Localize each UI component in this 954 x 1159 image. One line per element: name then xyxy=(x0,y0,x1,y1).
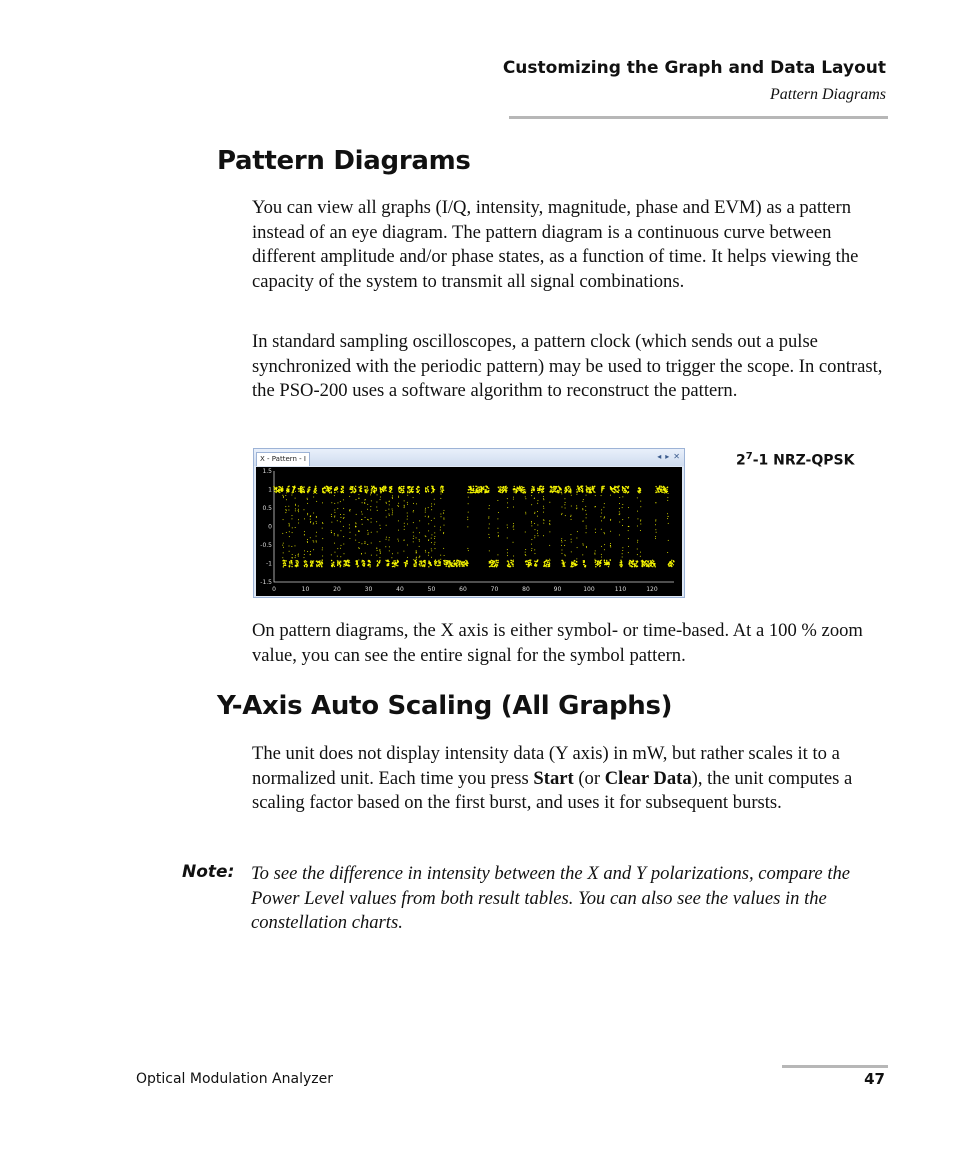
symbol-transition-mark xyxy=(488,490,490,552)
page-number: 47 xyxy=(864,1070,885,1088)
symbol-transition-mark xyxy=(525,491,527,556)
symbol-level-mark xyxy=(510,560,514,567)
y-tick-label: 0.5 xyxy=(262,505,272,512)
symbol-transition-mark xyxy=(434,499,436,549)
symbol-transition-mark xyxy=(285,492,287,561)
symbol-level-mark xyxy=(498,486,502,493)
symbol-transition-mark xyxy=(379,497,381,559)
symbol-transition-mark xyxy=(428,507,430,556)
y-tick-label: 0 xyxy=(268,523,272,531)
symbol-level-mark xyxy=(376,560,380,567)
symbol-transition-mark xyxy=(291,491,293,559)
symbol-transition-mark xyxy=(310,515,312,555)
symbol-transition-mark xyxy=(413,497,415,560)
x-tick-label: 0 xyxy=(272,586,276,593)
symbol-level-mark xyxy=(416,486,420,493)
symbol-transition-mark xyxy=(507,498,509,562)
y-tick-label: 1.5 xyxy=(262,468,272,475)
symbol-transition-mark xyxy=(334,495,336,553)
footer-rule xyxy=(782,1065,888,1068)
symbol-level-mark xyxy=(546,560,550,568)
symbol-transition-mark xyxy=(600,495,602,560)
symbol-level-mark xyxy=(495,560,499,568)
symbol-transition-mark xyxy=(407,495,409,562)
symbol-level-mark xyxy=(501,486,504,493)
symbol-level-mark xyxy=(583,560,587,567)
symbol-level-mark xyxy=(522,487,526,494)
symbol-transition-mark xyxy=(637,491,639,563)
symbol-transition-mark xyxy=(337,491,339,561)
symbol-level-mark xyxy=(413,560,417,567)
symbol-transition-mark xyxy=(391,492,393,558)
symbol-transition-mark xyxy=(549,491,551,560)
symbol-level-mark xyxy=(313,486,317,494)
symbol-transition-mark xyxy=(497,491,499,563)
symbol-level-mark xyxy=(652,561,656,568)
paragraph-x-axis: On pattern diagrams, the X axis is either symbol- or time-based. At a 100 % zoom value, you can see the entire signal for the symbol pattern. xyxy=(252,620,863,666)
start-keyword: Start xyxy=(533,767,574,789)
symbol-transition-mark xyxy=(582,491,584,556)
section-heading-pattern-diagrams: Pattern Diagrams xyxy=(217,146,471,176)
symbol-level-mark xyxy=(322,487,326,494)
section-heading-y-axis-scaling: Y-Axis Auto Scaling (All Graphs) xyxy=(217,691,673,721)
x-tick-label: 120 xyxy=(646,586,658,593)
symbol-transition-mark xyxy=(610,495,612,561)
symbol-level-mark xyxy=(304,560,308,567)
x-tick-label: 110 xyxy=(614,586,627,593)
y-tick-label: -0.5 xyxy=(260,542,272,549)
symbol-transition-mark xyxy=(570,489,572,552)
symbol-level-mark xyxy=(382,486,386,493)
y-tick-label: 1 xyxy=(268,486,272,494)
symbol-transition-mark xyxy=(622,489,624,557)
symbol-level-mark xyxy=(534,560,538,567)
symbol-transition-mark xyxy=(416,503,418,560)
footer-product-name: Optical Modulation Analyzer xyxy=(136,1071,333,1087)
symbol-transition-mark xyxy=(307,491,308,552)
paragraph-pattern-clock: In standard sampling oscilloscopes, a pattern clock (which sends out a pulse synchronized with the periodic pattern) may be used to trigger the scope. In contrast, the PSO-200 uses a software algorithm to reconstruct the pattern. xyxy=(252,331,883,402)
running-header-chapter: Customizing the Graph and Data Layout xyxy=(502,58,886,78)
symbol-transition-mark xyxy=(370,493,372,556)
symbol-level-mark xyxy=(355,560,359,567)
symbol-level-mark xyxy=(619,560,622,568)
symbol-level-mark xyxy=(504,486,508,493)
symbol-transition-mark xyxy=(534,498,536,554)
chevron-right-icon[interactable]: ▸ xyxy=(665,452,670,461)
x-tick-label: 10 xyxy=(301,586,310,593)
paragraph-auto-scaling: The unit does not display intensity data (Y axis) in mW, but rather scales it to a normalized unit. Each time you press Start (or Clear Data), the unit computes a scaling factor based on the first burst, and uses it for subsequent bursts. xyxy=(252,743,853,814)
symbol-level-mark xyxy=(352,486,356,494)
symbol-transition-mark xyxy=(467,497,469,564)
note-label: Note: xyxy=(182,862,235,882)
symbol-transition-mark xyxy=(403,500,404,551)
symbol-level-mark xyxy=(373,487,377,494)
symbol-transition-mark xyxy=(655,490,657,539)
x-tick-label: 50 xyxy=(427,586,436,593)
symbol-transition-mark xyxy=(440,490,442,560)
figure-window-controls xyxy=(653,452,680,461)
symbol-transition-mark xyxy=(561,493,563,553)
symbol-level-mark xyxy=(540,486,544,494)
figure-tab-bar xyxy=(254,449,684,466)
symbol-level-mark xyxy=(616,485,620,493)
pattern-chart-svg xyxy=(256,467,682,596)
symbol-transition-mark xyxy=(543,496,545,536)
symbol-transition-mark xyxy=(297,505,299,562)
symbol-transition-mark xyxy=(443,510,445,556)
symbol-level-mark xyxy=(425,486,429,493)
symbol-transition-mark xyxy=(419,493,421,562)
symbol-level-mark xyxy=(407,486,410,493)
symbol-level-mark xyxy=(531,486,535,493)
x-tick-label: 70 xyxy=(490,586,499,593)
figure-caption: $2^7-1$ NRZ-QPSK xyxy=(736,451,855,469)
symbol-transition-mark xyxy=(364,492,366,554)
symbol-transition-mark xyxy=(585,495,587,548)
x-tick-label: 30 xyxy=(364,586,373,593)
pattern-diagram-screenshot xyxy=(253,448,685,598)
symbol-transition-mark xyxy=(431,503,433,557)
symbol-level-mark xyxy=(316,561,320,568)
symbol-level-mark xyxy=(477,486,481,493)
symbol-transition-mark xyxy=(667,493,669,553)
symbol-transition-mark xyxy=(331,491,333,560)
symbol-transition-mark xyxy=(322,490,324,563)
symbol-transition-mark xyxy=(603,503,605,561)
symbol-transition-mark xyxy=(388,501,390,552)
symbol-level-mark xyxy=(601,486,605,493)
symbol-transition-mark xyxy=(619,490,621,536)
symbol-level-mark xyxy=(428,560,432,567)
running-header-section: Pattern Diagrams xyxy=(770,86,886,103)
symbol-transition-mark xyxy=(513,497,515,561)
symbol-transition-mark xyxy=(355,499,357,541)
symbol-level-mark xyxy=(331,560,335,567)
symbol-transition-mark xyxy=(594,492,596,560)
symbol-level-mark xyxy=(389,486,393,493)
x-tick-label: 90 xyxy=(553,586,562,593)
symbol-transition-mark xyxy=(537,490,539,560)
symbol-level-mark xyxy=(561,560,565,567)
symbol-level-mark xyxy=(367,560,371,568)
symbol-transition-mark xyxy=(313,493,315,562)
pattern-plot-area xyxy=(256,467,682,596)
symbol-level-mark xyxy=(361,560,365,567)
symbol-transition-mark xyxy=(303,492,305,559)
symbol-transition-mark xyxy=(282,495,284,558)
symbol-transition-mark xyxy=(316,493,318,542)
symbol-level-mark xyxy=(289,560,293,568)
symbol-level-mark xyxy=(358,486,362,493)
symbol-transition-mark xyxy=(343,499,345,561)
symbol-transition-mark xyxy=(361,502,363,563)
symbol-level-mark xyxy=(431,486,435,494)
x-tick-label: 20 xyxy=(333,586,341,593)
symbol-level-mark xyxy=(340,486,344,493)
symbol-transition-mark xyxy=(376,494,378,555)
symbol-level-mark xyxy=(670,560,674,568)
close-icon[interactable]: ✕ xyxy=(673,452,680,461)
x-tick-label: 60 xyxy=(459,586,467,593)
clear-data-keyword: Clear Data xyxy=(604,767,692,789)
running-header xyxy=(503,58,886,104)
y-tick-label: -1 xyxy=(266,560,272,568)
x-tick-label: 80 xyxy=(522,586,530,593)
symbol-transition-mark xyxy=(349,496,351,563)
symbol-level-mark xyxy=(434,559,438,566)
symbol-level-mark xyxy=(286,486,290,493)
y-tick-label: -1.5 xyxy=(260,579,272,586)
chevron-left-icon[interactable]: ◂ xyxy=(657,452,662,461)
symbol-level-mark xyxy=(564,486,568,493)
symbol-transition-mark xyxy=(425,490,427,553)
symbol-transition-mark xyxy=(564,498,566,562)
symbol-transition-mark xyxy=(576,489,578,559)
symbol-level-mark xyxy=(291,486,295,494)
symbol-transition-mark xyxy=(294,491,296,558)
symbol-level-mark xyxy=(607,560,611,568)
symbol-level-mark xyxy=(328,486,332,493)
symbol-transition-mark xyxy=(367,489,369,562)
symbol-transition-mark xyxy=(531,495,532,564)
symbol-transition-mark xyxy=(358,494,360,561)
symbol-transition-mark xyxy=(640,491,642,556)
paragraph-pattern-intro: You can view all graphs (I/Q, intensity, magnitude, phase and EVM) as a pattern instead of an eye diagram. The pattern diagram is a continuous curve between different amplitude and/or phase states, as a function of time. It helps viewing the capacity of the system to transmit all signal combinations. xyxy=(252,197,859,292)
note-text: To see the difference in intensity between the X and Y polarizations, compare the Power Level values from both result tables. You can also see the values in the constellation charts. xyxy=(251,863,851,934)
x-tick-label: 40 xyxy=(396,586,404,593)
symbol-transition-mark xyxy=(288,506,290,562)
symbol-level-mark xyxy=(295,560,299,567)
symbol-transition-mark xyxy=(628,492,630,553)
symbol-level-mark xyxy=(646,561,650,568)
symbol-transition-mark xyxy=(397,496,399,554)
symbol-level-mark xyxy=(386,560,389,567)
symbol-level-mark xyxy=(307,486,311,493)
header-rule xyxy=(509,116,888,119)
symbol-transition-mark xyxy=(385,502,387,561)
symbol-level-mark xyxy=(576,486,580,493)
symbol-transition-mark xyxy=(340,501,342,562)
symbol-level-mark xyxy=(410,486,414,493)
figure-tab[interactable]: X - Pattern - I xyxy=(256,452,310,466)
x-tick-label: 100 xyxy=(583,586,595,593)
symbol-level-mark xyxy=(573,560,577,566)
